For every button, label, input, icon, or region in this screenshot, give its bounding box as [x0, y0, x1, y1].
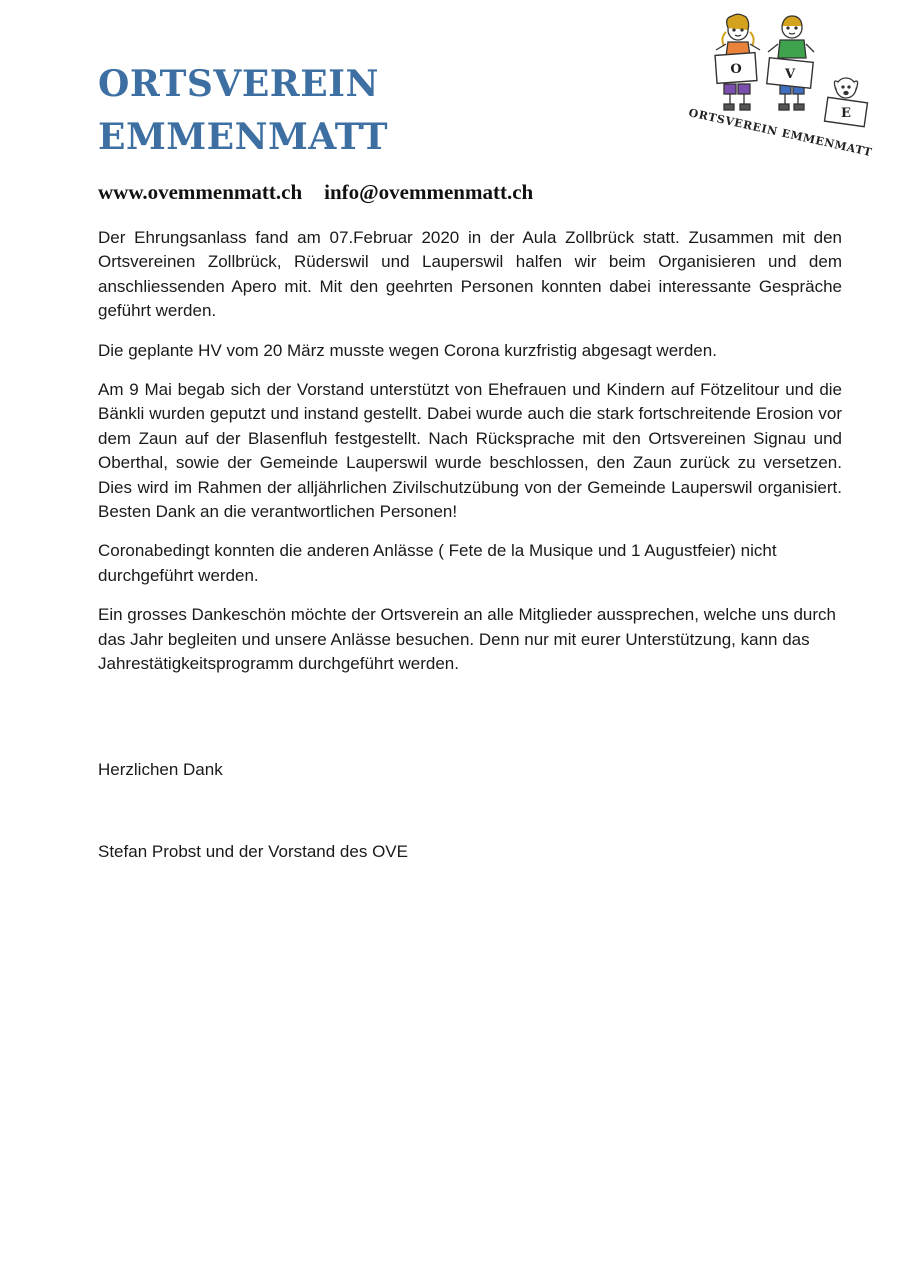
signature-text: Stefan Probst und der Vorstand des OVE [98, 842, 408, 861]
sign-letter-e: E [841, 106, 851, 121]
paragraph-1: Der Ehrungsanlass fand am 07.Februar 2020 in der Aula Zollbrück statt. Zusammen mit den Ortsvereinen Zollbrück, Rüderswil und Lauperswil halfen wir beim Organisieren und dem anschliessenden Apero mit. Mit den geehrten Personen konnten dabei interessante Gespräche geführt werden. [98, 228, 842, 321]
logo-arc-text: ORTSVEREIN EMMENMATT [687, 106, 874, 160]
paragraph-2: Die geplante HV vom 20 März musste wegen Corona kurzfristig abgesagt werden. [98, 340, 717, 360]
paragraph-4: Coronabedingt konnten die anderen Anlässe ( Fete de la Musique und 1 Augustfeier) nicht durchgeführt werden. [98, 541, 777, 585]
closing-text: Herzlichen Dank [98, 760, 223, 779]
club-title-line-2: EMMENMATT [98, 116, 389, 158]
email-link[interactable]: info@ovemmenmatt.ch [324, 180, 534, 204]
dog-figure-icon [834, 78, 857, 98]
paragraph-3: Am 9 Mai begab sich der Vorstand unterstützt von Ehefrauen und Kindern auf Fötzelitour und die Bänkli wurden geputzt und instand gestellt. Dabei wurde auch die stark fortschreitende Erosion vor dem Zaun auf der Blasenfluh festgestellt. Nach Rücksprache mit den Ortsvereinen Signau und Oberthal, sowie der Gemeinde Lauperswil wurde beschlossen, den Zaun zurück zu versetzen. Dies wird im Rahmen der alljährlichen Zivilschutzübung von der Gemeinde Lauperswil organisiert. Besten Dank an die verantwortlichen Personen! [98, 380, 842, 522]
contact-line [98, 180, 533, 205]
club-logo [680, 8, 880, 173]
sign-letter-v: V [784, 67, 796, 82]
paragraph-5: Ein grosses Dankeschön möchte der Ortsverein an alle Mitglieder aussprechen, welche uns durch das Jahr begleiten und unsere Anlässe besuchen. Denn nur mit eurer Unterstützung, kann das Jahrestätigkeitsprogramm durchgeführt werden. [98, 605, 836, 674]
website-link[interactable]: www.ovemmenmatt.ch [98, 180, 303, 204]
club-title [98, 58, 388, 164]
letter-body [98, 226, 842, 692]
club-title-line-1: ORTSVEREIN [98, 63, 379, 105]
sign-letter-o: O [730, 62, 742, 77]
